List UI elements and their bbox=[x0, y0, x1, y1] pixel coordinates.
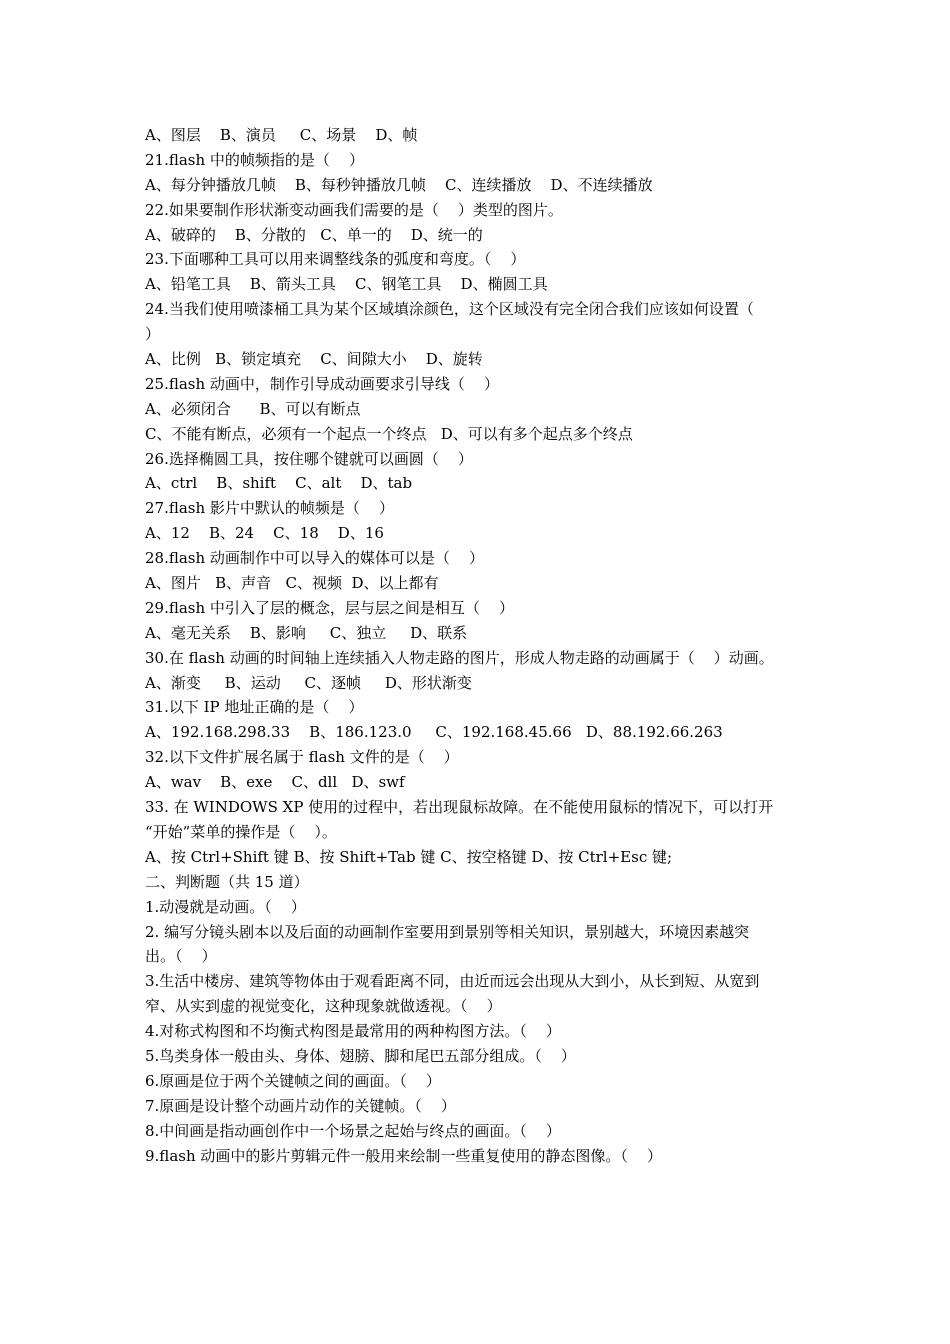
options-24: A、比例 B、锁定填充 C、间隙大小 D、旋转 bbox=[145, 350, 483, 369]
options-25-ab: A、必须闭合 B、可以有断点 bbox=[145, 399, 361, 418]
question-33-cont: “开始”菜单的操作是（ ）。 bbox=[145, 822, 337, 841]
question-25: 25.flash 动画中，制作引导成动画要求引导线（ ） bbox=[145, 374, 500, 393]
section-heading-judgment: 二、判断题（共 15 道） bbox=[145, 872, 309, 891]
options-25-cd: C、不能有断点，必须有一个起点一个终点 D、可以有多个起点多个终点 bbox=[145, 424, 633, 443]
judgment-6: 6.原画是位于两个关键帧之间的画面。（ ） bbox=[145, 1071, 441, 1090]
question-24: 24.当我们使用喷漆桶工具为某个区域填涂颜色，这个区域没有完全闭合我们应该如何设置（ bbox=[145, 300, 754, 319]
question-23: 23.下面哪种工具可以用来调整线条的弧度和弯度。（ ） bbox=[145, 250, 526, 269]
question-21: 21.flash 中的帧频指的是（ ） bbox=[145, 150, 365, 169]
options-21: A、每分钟播放几帧 B、每秒钟播放几帧 C、连续播放 D、不连续播放 bbox=[145, 175, 653, 194]
judgment-7: 7.原画是设计整个动画片动作的关键帧。（ ） bbox=[145, 1096, 456, 1115]
options-27: A、12 B、24 C、18 D、16 bbox=[145, 524, 384, 543]
judgment-2: 2. 编写分镜头剧本以及后面的动画制作室要用到景别等相关知识，景别越大，环境因素越突 bbox=[145, 922, 750, 941]
options-29: A、毫无关系 B、影响 C、独立 D、联系 bbox=[145, 623, 468, 642]
judgment-9: 9.flash 动画中的影片剪辑元件一般用来绘制一些重复使用的静态图像。（ ） bbox=[145, 1146, 662, 1165]
question-29: 29.flash 中引入了层的概念，层与层之间是相互（ ） bbox=[145, 598, 515, 617]
question-26: 26.选择椭圆工具，按住哪个键就可以画圆（ ） bbox=[145, 449, 473, 468]
options-26: A、ctrl B、shift C、alt D、tab bbox=[145, 474, 413, 493]
options-22: A、破碎的 B、分散的 C、单一的 D、统一的 bbox=[145, 225, 483, 244]
question-28: 28.flash 动画制作中可以导入的媒体可以是（ ） bbox=[145, 549, 485, 568]
question-27: 27.flash 影片中默认的帧频是（ ） bbox=[145, 499, 395, 518]
judgment-8: 8.中间画是指动画创作中一个场景之起始与终点的画面。（ ） bbox=[145, 1121, 561, 1140]
options-31: A、192.168.298.33 B、186.123.0 C、192.168.45.66 D、88.192.66.263 bbox=[145, 723, 723, 742]
question-30: 30.在 flash 动画的时间轴上连续插入人物走路的图片，形成人物走路的动画属于（ ）动画。 bbox=[145, 648, 774, 667]
question-32: 32.以下文件扩展名属于 flash 文件的是（ ） bbox=[145, 748, 459, 767]
options-33: A、按 Ctrl+Shift 键 B、按 Shift+Tab 键 C、按空格键 D、按 Ctrl+Esc 键; bbox=[145, 847, 673, 866]
judgment-3-cont: 窄、从实到虚的视觉变化，这种现象就做透视。（ ） bbox=[145, 997, 502, 1016]
options-32: A、wav B、exe C、dll D、swf bbox=[145, 773, 405, 792]
options-30: A、渐变 B、运动 C、逐帧 D、形状渐变 bbox=[145, 673, 472, 692]
question-33: 33. 在 WINDOWS XP 使用的过程中，若出现鼠标故障。在不能使用鼠标的情况下，可以打开 bbox=[145, 798, 774, 817]
text-line: A、图层 B、演员 C、场景 D、帧 bbox=[145, 126, 418, 144]
judgment-5: 5.鸟类身体一般由头、身体、翅膀、脚和尾巴五部分组成。（ ） bbox=[145, 1046, 576, 1065]
judgment-1: 1.动漫就是动画。（ ） bbox=[145, 897, 306, 916]
judgment-2-cont: 出。（ ） bbox=[145, 947, 217, 966]
judgment-4: 4.对称式构图和不均衡式构图是最常用的两种构图方法。（ ） bbox=[145, 1022, 561, 1041]
question-31: 31.以下 IP 地址正确的是（ ） bbox=[145, 698, 364, 717]
question-24-cont: ） bbox=[145, 325, 161, 344]
question-22: 22.如果要制作形状渐变动画我们需要的是（ ）类型的图片。 bbox=[145, 200, 563, 219]
options-28: A、图片 B、声音 C、视频 D、以上都有 bbox=[145, 574, 439, 593]
judgment-3: 3.生活中楼房、建筑等物体由于观看距离不同，由近而远会出现从大到小，从长到短、从宽到 bbox=[145, 972, 760, 991]
options-23: A、铅笔工具 B、箭头工具 C、钢笔工具 D、椭圆工具 bbox=[145, 275, 548, 294]
document-page bbox=[145, 123, 810, 1168]
